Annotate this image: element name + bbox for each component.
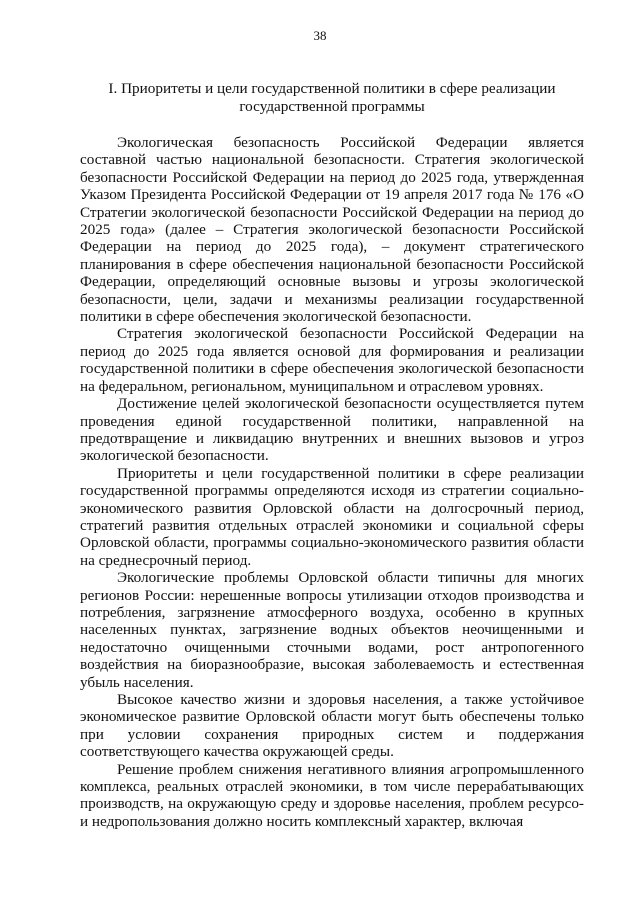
paragraph: Высокое качество жизни и здоровья населения, а также устойчивое экономическое развитие Орловской области могут быть обеспечены только при условии сохранения природных систем и поддержания соответствующего качества окружающей среды. [80,691,584,761]
body-text [80,134,584,830]
paragraph: Стратегия экологической безопасности Российской Федерации на период до 2025 года является основой для формирования и реализации государственной политики в сфере обеспечения экологической безопасности на федеральном, региональном, муниципальном и отраслевом уровнях. [80,325,584,395]
page-number: 38 [313,28,327,43]
paragraph: Решение проблем снижения негативного влияния агропромышленного комплекса, реальных отраслей экономики, в том числе перерабатывающих производств, на окружающую среду и здоровье населения, проблем ресурсо- и недропользования должно носить комплексный характер, включая [80,760,584,830]
section-heading-line-2: государственной программы [239,97,425,115]
section-heading [80,80,584,115]
paragraph: Экологические проблемы Орловской области типичны для многих регионов России: нерешенные вопросы утилизации отходов производства и потребления, загрязнение атмосферного воздуха, особенно в крупных населенных пунктах, загрязнение водных объектов неочищенными и недостаточно очищенными сточными водами, рост антропогенного воздействия на биоразнообразие, высокая заболеваемость и естественная убыль населения. [80,569,584,691]
section-heading-line-1: I. Приоритеты и цели государственной политики в сфере реализации [108,80,556,97]
paragraph: Достижение целей экологической безопасности осуществляется путем проведения единой государственной политики, направленной на предотвращение и ликвидацию внутренних и внешних вызовов и угроз экологической безопасности. [80,395,584,465]
paragraph: Экологическая безопасность Российской Федерации является составной частью национальной безопасности. Стратегия экологической безопасности Российской Федерации на период до 2025 года, утвержденная Указом Президента Российской Федерации от 19 апреля 2017 года № 176 «О Стратегии экологической безопасности Российской Федерации на период до 2025 года» (далее – Стратегия экологической безопасности Российской Федерации на период до 2025 года), – документ стратегического планирования в сфере обеспечения национальной безопасности Российской Федерации, определяющий основные вызовы и угрозы экологической безопасности, цели, задачи и механизмы реализации государственной политики в сфере обеспечения экологической безопасности. [80,134,584,326]
paragraph: Приоритеты и цели государственной политики в сфере реализации государственной программы определяются исходя из стратегии социально-экономического развития Орловской области на долгосрочный период, стратегий развития отдельных отраслей экономики и социальной сферы Орловской области, программы социально-экономического развития области на среднесрочный период. [80,464,584,569]
